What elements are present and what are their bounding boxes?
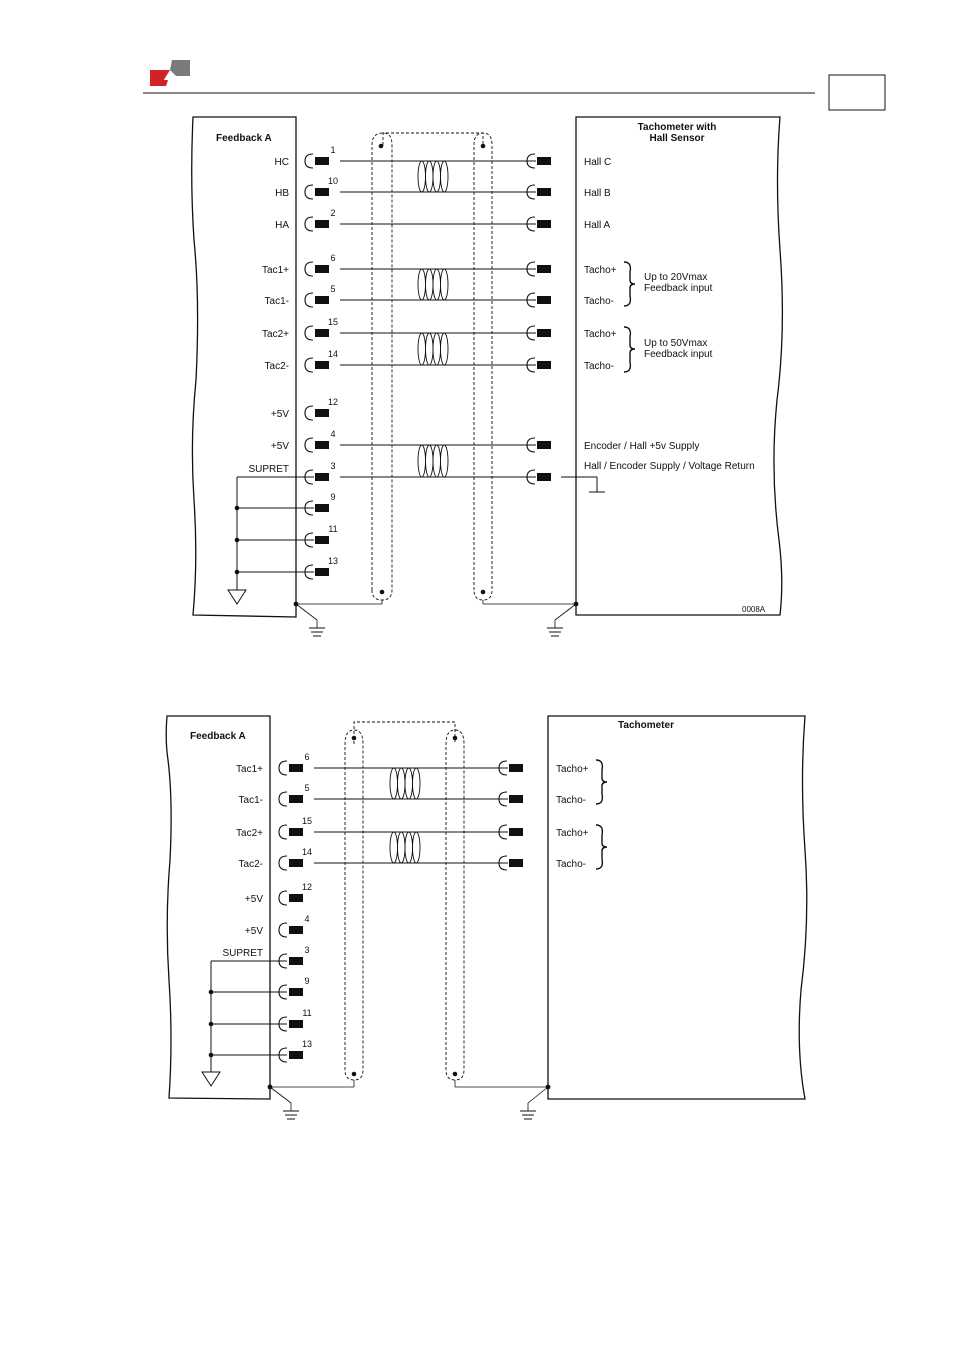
pin-number: 10 [327,176,339,186]
remote-signal-label: Tacho- [556,795,587,806]
cable-shield-left-2 [345,730,363,1080]
page-number-box [829,75,885,110]
signal-label: HB [275,188,289,199]
ground-icon [520,1111,536,1119]
diagram2-rows [222,752,588,1062]
feedback-a-title: Feedback A [216,133,272,144]
cable-shield-right [474,133,492,600]
pin-number: 1 [330,145,336,155]
pin-number: 5 [330,284,336,294]
diagram1-rows [248,145,754,579]
ground-icon [547,628,563,636]
twisted-pair-mark [418,445,448,477]
ground-icon [309,628,325,636]
remote-signal-label: Tacho+ [584,265,617,276]
pin-number: 14 [301,847,313,857]
remote-signal-label: Hall C [584,157,612,168]
signal-label: Tac1+ [236,764,263,775]
pin-number: 15 [327,317,339,327]
connector-row [279,1039,312,1062]
pin-number: 12 [301,882,313,892]
connector-row [245,882,312,905]
signal-label: Tac2+ [262,329,289,340]
signal-label: +5V [244,926,263,937]
signal-label: Tac2- [264,361,289,372]
brace-tac2-2 [596,825,607,869]
connector-row [275,145,612,168]
supret-bus-2 [202,961,287,1086]
note1-line2: Feedback input [644,283,713,294]
pin-number: 13 [327,556,339,566]
twisted-pair-mark [390,768,420,799]
connector-row [305,556,338,579]
connector-row [236,816,589,839]
remote-signal-label: Tacho+ [584,329,617,340]
connector-row [305,492,336,515]
connector-row [245,914,310,937]
connector-row [271,429,699,452]
signal-label: HC [274,157,289,168]
cable-shield-bridge-2 [354,722,455,744]
cable-shield-bridge [383,133,483,145]
remote-signal-label: Tacho- [556,859,587,870]
connector-row [305,524,338,547]
remote-signal-label: Tacho+ [556,764,589,775]
diagram-tacho-hall [192,117,783,636]
pin-number: 11 [302,1008,312,1018]
ref-code: 0008A [742,605,766,614]
signal-label: SUPRET [248,464,289,475]
signal-label: Tac1+ [262,265,289,276]
connector-row [279,976,310,999]
note1-line1: Up to 20Vmax [644,272,708,283]
note2-line1: Up to 50Vmax [644,338,708,349]
signal-label: +5V [270,409,289,420]
signal-label: +5V [244,894,263,905]
signal-label: Tac2+ [236,828,263,839]
cable-shield-right-2 [446,730,464,1080]
diagram1-twisted-pairs [418,161,448,477]
note2-line2: Feedback input [644,349,713,360]
twisted-pair-mark [418,333,448,365]
connector-row [248,461,754,484]
tachometer-title-2: Tachometer [618,720,674,731]
pin-number: 12 [327,397,339,407]
remote-signal-label: Tacho+ [556,828,589,839]
diagram2-twisted-pairs [390,768,420,863]
brace-tac1-2 [596,760,607,804]
brace-tac2 [624,327,635,372]
twisted-pair-mark [418,269,448,300]
connector-row [279,1008,312,1031]
connector-row [271,397,338,420]
connector-row [275,176,611,199]
pin-number: 15 [301,816,313,826]
signal-label: HA [275,220,289,231]
remote-signal-label: Encoder / Hall +5v Supply [584,441,700,452]
tachometer-title-line2: Hall Sensor [649,133,705,144]
connector-row [236,752,589,775]
pin-number: 2 [330,208,336,218]
pin-number: 9 [304,976,310,986]
remote-signal-label: Hall B [584,188,611,199]
remote-ground-symbol [561,477,605,492]
pin-number: 3 [304,945,310,955]
signal-label: SUPRET [222,948,263,959]
company-logo [150,60,190,86]
brace-tac1 [624,262,635,306]
shield-ground-wiring-2 [270,1080,548,1111]
pin-number: 6 [330,253,336,263]
shield-ground-wiring [296,600,576,628]
feedback-a-title-2: Feedback A [190,731,246,742]
pin-number: 14 [327,349,339,359]
remote-signal-label: Hall / Encoder Supply / Voltage Return [584,461,755,472]
signal-label: +5V [270,441,289,452]
connector-row [222,945,309,968]
pin-number: 13 [301,1039,313,1049]
pin-number: 3 [330,461,336,471]
tachometer-title-line1: Tachometer with [637,122,717,133]
signal-label: Tac1- [238,795,263,806]
signal-label: Tac1- [264,296,289,307]
remote-signal-label: Hall A [584,220,611,231]
diagram-tacho [166,716,807,1119]
supret-bus [228,477,314,604]
connector-row [275,208,610,231]
twisted-pair-mark [390,832,420,863]
remote-signal-label: Tacho- [584,361,615,372]
remote-signal-label: Tacho- [584,296,615,307]
pin-number: 9 [330,492,336,502]
signal-label: Tac2- [238,859,263,870]
pin-number: 6 [304,752,310,762]
twisted-pair-mark [418,161,448,192]
pin-number: 4 [304,914,310,924]
pin-number: 4 [330,429,336,439]
pin-number: 5 [304,783,310,793]
pin-number: 11 [328,524,338,534]
ground-icon [283,1111,299,1119]
cable-shield-left [372,133,392,600]
